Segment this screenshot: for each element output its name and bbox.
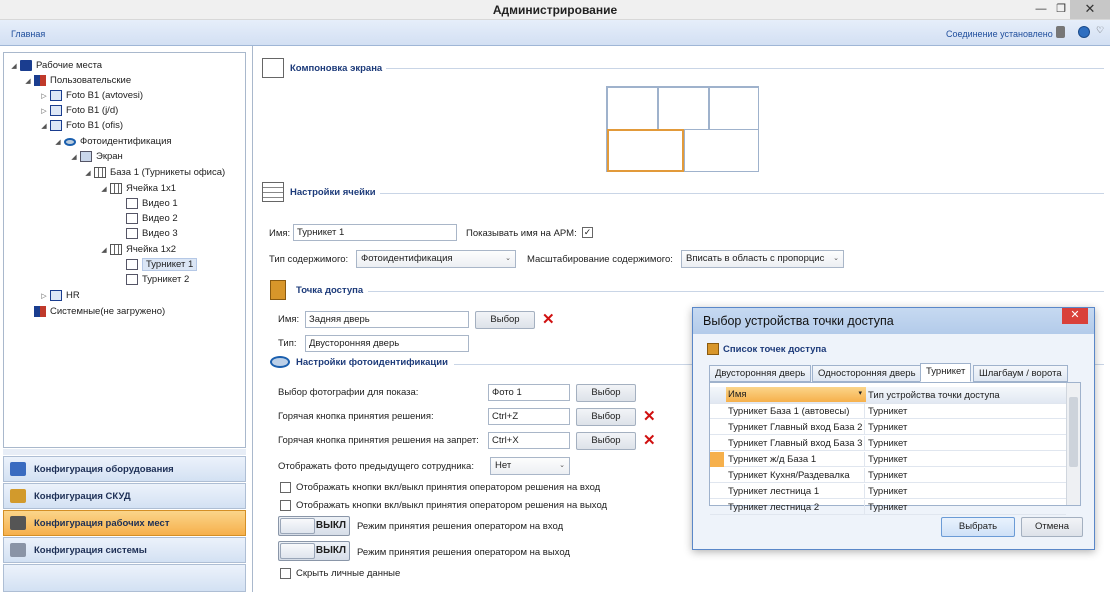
show-enter-buttons-checkbox[interactable] bbox=[280, 482, 291, 493]
tree-item[interactable] bbox=[84, 165, 225, 180]
connection-status: Соединение установлено bbox=[946, 29, 1053, 39]
photo-select-label: Выбор фотографии для показа: bbox=[278, 387, 419, 398]
access-point-dialog bbox=[692, 307, 1095, 550]
tree-item[interactable] bbox=[100, 181, 176, 196]
screen-layout-grid bbox=[606, 86, 759, 172]
section-title: Настройки фотоидентификации bbox=[296, 356, 448, 368]
access-point-type-input: Двусторонняя дверь bbox=[305, 335, 469, 352]
toolbar bbox=[0, 20, 1110, 46]
hotkey-deny-label: Горячая кнопка принятия решения на запрет: bbox=[278, 435, 479, 446]
access-point-name-input[interactable]: Задняя дверь bbox=[305, 311, 469, 328]
nav-skud-config[interactable] bbox=[3, 483, 246, 509]
chevron-down-icon: ⌄ bbox=[833, 255, 839, 262]
close-button[interactable]: ✕ bbox=[1070, 0, 1110, 19]
clear-access-point-icon[interactable]: ✕ bbox=[542, 311, 555, 328]
screen-icon bbox=[80, 151, 92, 162]
dialog-title: Выбор устройства точки доступа bbox=[693, 308, 1094, 334]
tree-item-label: Фотоидентификация bbox=[80, 136, 172, 147]
tree-item[interactable] bbox=[40, 288, 80, 303]
tab-single-door[interactable]: Односторонняя дверь bbox=[812, 365, 922, 382]
tree-item[interactable] bbox=[116, 257, 197, 272]
nav-footer bbox=[3, 564, 246, 592]
tab-barrier[interactable]: Шлагбаум / ворота bbox=[973, 365, 1068, 382]
monitor-icon bbox=[10, 516, 26, 530]
table-row[interactable] bbox=[710, 436, 1066, 451]
section-title: Настройки ячейки bbox=[290, 186, 376, 198]
tree-item[interactable] bbox=[24, 73, 131, 88]
layout-cell[interactable] bbox=[684, 129, 759, 172]
hotkey-deny-choose-button[interactable]: Выбор bbox=[576, 432, 636, 450]
cell-type: Турникет bbox=[868, 438, 908, 449]
tree-item[interactable] bbox=[116, 211, 178, 226]
tree-item-label: Foto B1 (j/d) bbox=[66, 105, 119, 116]
connection-icon bbox=[1056, 26, 1065, 38]
hotkey-label: Горячая кнопка принятия решения: bbox=[278, 411, 434, 422]
cell-name-input[interactable]: Турникет 1 bbox=[293, 224, 457, 241]
prev-photo-label: Отображать фото предыдущего сотрудника: bbox=[278, 461, 474, 472]
toggle-label: ВЫКЛ bbox=[315, 520, 346, 531]
tree-item-label: Пользовательские bbox=[50, 75, 132, 86]
access-point-name-label: Имя: bbox=[278, 314, 300, 325]
tab-turnstile[interactable]: Турникет bbox=[920, 363, 971, 382]
access-point-type-label: Тип: bbox=[278, 338, 297, 349]
grid-icon bbox=[110, 244, 122, 255]
minimize-button[interactable]: — bbox=[1035, 3, 1047, 15]
hide-personal-checkbox[interactable] bbox=[280, 568, 291, 579]
scale-label: Масштабирование содержимого: bbox=[527, 254, 673, 265]
tree-item[interactable] bbox=[116, 272, 189, 287]
layout-cell[interactable] bbox=[658, 87, 709, 130]
exit-mode-toggle[interactable] bbox=[278, 541, 350, 561]
expand-icon[interactable]: ◢ bbox=[55, 138, 61, 146]
access-point-choose-button[interactable]: Выбор bbox=[475, 311, 535, 329]
tree-item-label: Турникет 2 bbox=[142, 274, 190, 285]
cell-type: Турникет bbox=[868, 486, 908, 497]
cell-name-label: Имя: bbox=[269, 228, 291, 239]
layout-icon bbox=[262, 58, 284, 78]
hardware-icon bbox=[10, 462, 26, 476]
section-title: Компоновка экрана bbox=[290, 62, 383, 74]
chevron-down-icon: ⌄ bbox=[559, 462, 565, 469]
column-divider bbox=[864, 436, 865, 451]
tree-item[interactable] bbox=[70, 149, 123, 164]
photo-select-input[interactable]: Фото 1 bbox=[488, 384, 570, 401]
hotkey-input[interactable]: Ctrl+Z bbox=[488, 408, 570, 425]
cancel-button[interactable]: Отмена bbox=[1021, 517, 1083, 537]
prev-photo-select[interactable] bbox=[490, 457, 570, 475]
tree-item-label: Видео 1 bbox=[142, 198, 178, 209]
content-type-label: Тип содержимого: bbox=[269, 254, 349, 265]
column-divider bbox=[864, 468, 865, 483]
nav-label: Конфигурация рабочих мест bbox=[34, 517, 170, 529]
tree-item[interactable] bbox=[40, 103, 118, 118]
cell-name: Турникет лестница 1 bbox=[728, 486, 820, 497]
expand-icon[interactable]: ◢ bbox=[85, 169, 91, 177]
cell-icon bbox=[126, 259, 138, 270]
tree-item[interactable] bbox=[40, 118, 123, 133]
tree-item[interactable] bbox=[40, 88, 143, 103]
workplace-tree bbox=[3, 52, 246, 448]
tree-item-label: HR bbox=[66, 290, 80, 301]
header-label: Имя bbox=[728, 389, 747, 400]
cell-name: Турникет Главный вход База 2 bbox=[728, 422, 863, 433]
col-name-header[interactable] bbox=[726, 387, 866, 402]
column-divider bbox=[864, 404, 865, 419]
cell-name: Турникет ж/д База 1 bbox=[728, 454, 817, 465]
table-row[interactable] bbox=[710, 468, 1066, 483]
toggle-label: ВЫКЛ bbox=[315, 545, 346, 556]
select-value: Вписать в область с пропорцис bbox=[686, 253, 825, 264]
tab-double-door[interactable]: Двусторонняя дверь bbox=[709, 365, 811, 382]
monitor-icon bbox=[50, 90, 62, 101]
section-access-point bbox=[270, 280, 363, 300]
window-title: Администрирование bbox=[492, 3, 618, 17]
expand-icon[interactable]: ◢ bbox=[101, 185, 107, 193]
section-cell-settings bbox=[262, 182, 376, 202]
tree-item-label: Foto B1 (avtovesi) bbox=[66, 90, 144, 101]
column-divider bbox=[864, 452, 865, 467]
tree-item[interactable] bbox=[100, 242, 176, 257]
sort-icon: ▾ bbox=[858, 390, 862, 397]
section-photo-settings bbox=[270, 356, 448, 368]
cell-name: Турникет лестница 2 bbox=[728, 502, 820, 513]
expand-icon[interactable]: ◢ bbox=[71, 153, 77, 161]
expand-icon[interactable]: ▷ bbox=[41, 292, 47, 300]
breadcrumb-home[interactable]: Главная bbox=[11, 29, 46, 39]
expand-icon[interactable]: ◢ bbox=[41, 122, 47, 130]
nav-label: Конфигурация СКУД bbox=[34, 490, 131, 502]
expand-icon[interactable]: ◢ bbox=[25, 77, 31, 85]
cell-name: Турникет База 1 (автовесы) bbox=[728, 406, 850, 417]
grid-icon bbox=[94, 167, 106, 178]
table-row[interactable] bbox=[710, 404, 1066, 419]
monitor-icon bbox=[50, 290, 62, 301]
gear-icon bbox=[10, 543, 26, 557]
show-enter-buttons-label: Отображать кнопки вкл/выкл принятия оператором решения на вход bbox=[296, 482, 601, 493]
grid-icon bbox=[110, 183, 122, 194]
tree-item-label: Ячейка 1x1 bbox=[126, 183, 177, 194]
cell-type: Турникет bbox=[868, 454, 908, 465]
chevron-down-icon: ⌄ bbox=[505, 255, 511, 262]
tree-item-label: Системные(не загружено) bbox=[50, 306, 166, 317]
cell-icon bbox=[126, 213, 138, 224]
section-title: Точка доступа bbox=[296, 284, 364, 296]
toggle-knob bbox=[280, 518, 315, 534]
panel-splitter[interactable] bbox=[3, 449, 246, 455]
nav-label: Конфигурация оборудования bbox=[34, 463, 174, 475]
maximize-button[interactable]: ❐ bbox=[1056, 3, 1066, 15]
cell-name: Турникет Главный вход База 3 bbox=[728, 438, 863, 449]
chevron-down-icon[interactable]: ♡ bbox=[1096, 25, 1105, 35]
tree-item-label: База 1 (Турникеты офиса) bbox=[110, 167, 226, 178]
show-name-checkbox[interactable]: ✓ bbox=[583, 227, 592, 237]
nav-workplaces-config[interactable] bbox=[3, 510, 246, 536]
show-exit-buttons-label: Отображать кнопки вкл/выкл принятия оператором решения на выход bbox=[296, 500, 608, 511]
cell-icon bbox=[126, 274, 138, 285]
nav-label: Конфигурация системы bbox=[34, 544, 147, 556]
nav-hardware-config[interactable] bbox=[3, 456, 246, 482]
row-marker bbox=[710, 452, 724, 467]
hotkey-deny-input[interactable]: Ctrl+X bbox=[488, 432, 570, 449]
cell-type: Турникет bbox=[868, 502, 908, 513]
clear-hotkey-icon[interactable]: ✕ bbox=[643, 408, 656, 425]
help-icon[interactable] bbox=[1078, 26, 1090, 38]
enter-mode-toggle[interactable] bbox=[278, 516, 350, 536]
table-row[interactable] bbox=[710, 484, 1066, 499]
tree-item-label: Foto B1 (ofis) bbox=[66, 120, 124, 131]
list-title: Список точек доступа bbox=[723, 344, 827, 355]
content-type-select[interactable] bbox=[356, 250, 516, 268]
section-layout bbox=[262, 58, 382, 78]
toggle-knob bbox=[280, 543, 315, 559]
scroll-thumb[interactable] bbox=[1069, 397, 1078, 467]
select-button[interactable]: Выбрать bbox=[941, 517, 1015, 537]
table-row[interactable] bbox=[710, 500, 1066, 515]
dialog-close-button[interactable]: ✕ bbox=[1062, 308, 1088, 324]
cell-type: Турникет bbox=[868, 422, 908, 433]
monitor-icon bbox=[50, 105, 62, 116]
table-row[interactable] bbox=[710, 420, 1066, 435]
layout-cell[interactable] bbox=[607, 87, 658, 130]
title-bar bbox=[0, 0, 1110, 20]
cell-icon bbox=[126, 198, 138, 209]
users-icon bbox=[34, 75, 46, 86]
tree-item[interactable] bbox=[116, 196, 178, 211]
cell-type: Турникет bbox=[868, 406, 908, 417]
show-name-label: Показывать имя на АРМ: bbox=[466, 228, 577, 239]
hide-personal-label: Скрыть личные данные bbox=[296, 568, 401, 579]
select-value: Фотоидентификация bbox=[361, 253, 453, 264]
access-point-table bbox=[709, 382, 1081, 513]
select-value: Нет bbox=[495, 460, 512, 471]
layout-cell-selected[interactable] bbox=[607, 129, 684, 172]
table-header bbox=[710, 387, 1066, 404]
tree-item-label: Видео 2 bbox=[142, 213, 178, 224]
scale-select[interactable] bbox=[681, 250, 844, 268]
eye-icon bbox=[270, 356, 290, 368]
nav-system-config[interactable] bbox=[3, 537, 246, 563]
photo-choose-button[interactable]: Выбор bbox=[576, 384, 636, 402]
door-icon bbox=[270, 280, 286, 300]
show-exit-buttons-checkbox[interactable] bbox=[280, 500, 291, 511]
tree-item-label: Ячейка 1x2 bbox=[126, 244, 177, 255]
tree-item[interactable] bbox=[24, 304, 165, 319]
column-divider bbox=[864, 500, 865, 515]
hotkey-choose-button[interactable]: Выбор bbox=[576, 408, 636, 426]
eye-icon bbox=[64, 138, 76, 146]
column-divider bbox=[864, 420, 865, 435]
expand-icon[interactable]: ▷ bbox=[41, 107, 47, 115]
cell-type: Турникет bbox=[868, 470, 908, 481]
expand-icon[interactable]: ◢ bbox=[11, 62, 17, 70]
cell-icon bbox=[126, 228, 138, 239]
expand-icon[interactable]: ◢ bbox=[101, 246, 107, 254]
users-icon bbox=[34, 306, 46, 317]
cell-name: Турникет Кухня/Раздевалка bbox=[728, 470, 850, 481]
expand-icon[interactable]: ▷ bbox=[41, 92, 47, 100]
tree-item-label: Рабочие места bbox=[36, 60, 103, 71]
column-divider bbox=[864, 484, 865, 499]
table-scrollbar[interactable] bbox=[1066, 383, 1080, 505]
monitor-icon bbox=[50, 120, 62, 131]
table-icon bbox=[262, 182, 284, 202]
clear-hotkey-deny-icon[interactable]: ✕ bbox=[643, 432, 656, 449]
layout-cell[interactable] bbox=[709, 87, 759, 130]
tree-item-label: Турникет 1 bbox=[142, 258, 197, 271]
table-row[interactable] bbox=[710, 452, 1066, 467]
tree-item[interactable] bbox=[10, 58, 102, 73]
key-icon bbox=[10, 489, 26, 503]
tree-item-label: Видео 3 bbox=[142, 228, 178, 239]
exit-mode-label: Режим принятия решения оператором на выход bbox=[357, 547, 570, 558]
col-type-header[interactable]: Тип устройства точки доступа bbox=[868, 390, 1000, 401]
folder-icon bbox=[20, 60, 32, 71]
enter-mode-label: Режим принятия решения оператором на вход bbox=[357, 521, 564, 532]
tree-item[interactable] bbox=[116, 226, 178, 241]
tree-item[interactable] bbox=[54, 134, 172, 149]
door-icon bbox=[707, 343, 719, 355]
tree-item-label: Экран bbox=[96, 151, 123, 162]
